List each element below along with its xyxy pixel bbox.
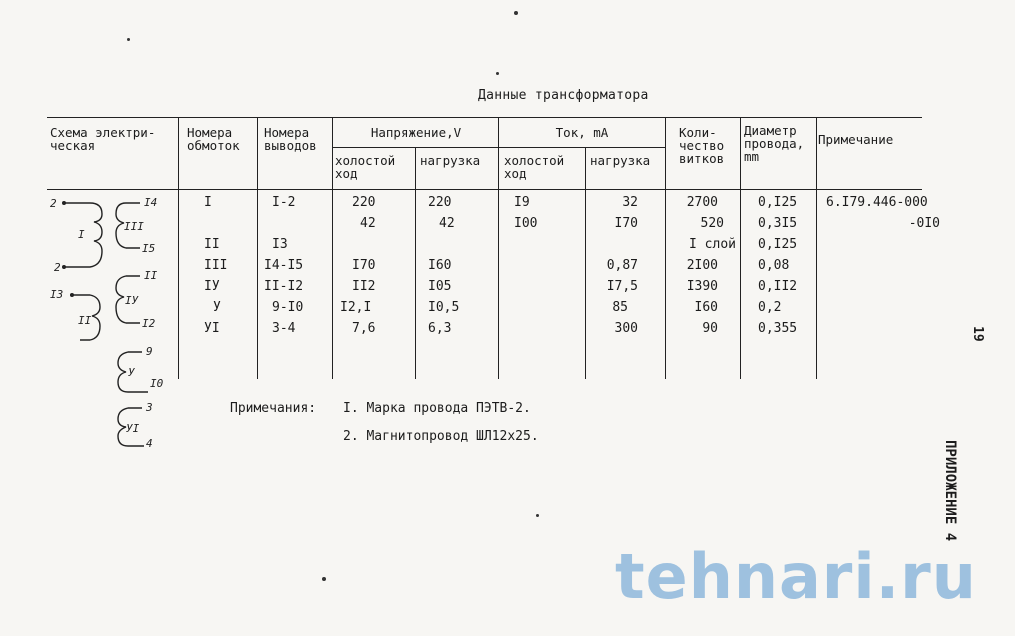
table-cell: I3	[272, 237, 288, 252]
header-voltage: Напряжение,V	[370, 125, 462, 140]
table-cell: 0,08	[758, 258, 790, 273]
table-cell: 2I00	[686, 258, 718, 273]
appendix-label: ПРИЛОЖЕНИЕ 4	[942, 440, 958, 542]
table-cell: III	[204, 258, 228, 273]
scheme-label: 2	[50, 197, 57, 210]
table-cell: 42	[439, 216, 455, 231]
table-cell: II-I2	[264, 279, 304, 294]
header-windings: Номера обмоток	[187, 125, 240, 153]
table-cell: I60	[428, 258, 452, 273]
table-cell: 220	[352, 195, 376, 210]
scheme-winding-label: У	[128, 366, 135, 379]
scheme-label: I3	[50, 288, 64, 301]
scheme-winding-label: II	[78, 314, 92, 327]
scheme-label: 2	[54, 261, 61, 274]
scan-speck	[322, 577, 326, 581]
table-cell: У	[213, 300, 221, 315]
table-cell: I60	[694, 300, 718, 315]
scan-speck	[536, 514, 539, 517]
header-voltage-idle: холостой ход	[335, 153, 396, 181]
table-cell: II2	[352, 279, 376, 294]
col-rule-7	[665, 117, 666, 379]
table-cell: I390	[686, 279, 718, 294]
table-cell: 0,87	[606, 258, 638, 273]
table-cell: 90	[702, 321, 718, 336]
table-cell: I4-I5	[264, 258, 304, 273]
table-cell: I9	[514, 195, 530, 210]
scheme-label: 3	[146, 401, 153, 414]
table-cell: 0,2	[758, 300, 782, 315]
table-cell: I	[204, 195, 212, 210]
table-cell: I70	[614, 216, 638, 231]
table-cell: I05	[428, 279, 452, 294]
col-rule-3	[332, 117, 333, 379]
table-cell: 9-I0	[272, 300, 304, 315]
table-cell: I2,I	[340, 300, 372, 315]
table-cell: 0,355	[758, 321, 798, 336]
table-cell: 2700	[686, 195, 718, 210]
table-cell: I70	[352, 258, 376, 273]
table-cell: I слой	[689, 237, 736, 252]
table-cell: 0,3I5	[758, 216, 798, 231]
table-cell: 42	[360, 216, 376, 231]
page-number: 19	[970, 326, 985, 342]
header-current: Ток, mA	[555, 125, 609, 140]
col-rule-2	[257, 117, 258, 379]
table-cell: УI	[204, 321, 220, 336]
table-cell: 0,I25	[758, 237, 798, 252]
header-current-idle: холостой ход	[504, 153, 565, 181]
terminal-dot	[70, 293, 74, 297]
table-cell: 0,II2	[758, 279, 798, 294]
notes-label: Примечания:	[230, 401, 317, 416]
table-cell: IУ	[204, 279, 220, 294]
table-cell: 3-4	[272, 321, 296, 336]
scheme-label: 9	[146, 345, 153, 358]
note-item: 2. Магнитопровод ШЛ12х25.	[343, 429, 539, 444]
header-turns: Коли-чество витков	[679, 125, 725, 166]
header-current-load: нагрузка	[590, 153, 651, 168]
scheme-winding-label: IУ	[125, 294, 139, 307]
transformer-schematic	[50, 190, 180, 460]
col-rule-5	[498, 117, 499, 379]
col-rule-4	[415, 147, 416, 379]
table-cell: 520	[700, 216, 724, 231]
scheme-label: I0	[150, 377, 164, 390]
table-cell: 6.I79.446-000	[826, 195, 928, 210]
scheme-winding-label: УI	[126, 422, 140, 435]
col-rule-9	[816, 117, 817, 379]
table-cell: I00	[514, 216, 538, 231]
header-remarks: Примечание	[818, 132, 894, 147]
header-voltage-load: нагрузка	[420, 153, 481, 168]
scheme-label: I5	[142, 242, 156, 255]
table-cell: II	[204, 237, 220, 252]
scheme-winding-label: I	[78, 228, 85, 241]
col-rule-8	[740, 117, 741, 379]
scheme-winding-label: III	[124, 220, 144, 233]
scan-speck	[127, 38, 130, 41]
scan-speck	[514, 11, 518, 15]
table-cell: 6,3	[428, 321, 452, 336]
watermark: tehnari.ru	[615, 540, 977, 613]
table-title: Данные трансформатора	[478, 88, 649, 103]
scan-speck	[496, 72, 499, 75]
header-terminals: Номера выводов	[264, 125, 317, 153]
table-cell: -0I0	[908, 216, 940, 231]
header-scheme: Схема электри-ческая	[50, 125, 156, 153]
note-item: I. Марка провода ПЭТВ-2.	[343, 401, 531, 416]
table-cell: 0,I25	[758, 195, 798, 210]
scheme-label: I2	[142, 317, 156, 330]
table-cell: I-2	[272, 195, 296, 210]
scheme-label: II	[144, 269, 158, 282]
header-diameter: Диаметр провода, mm	[744, 123, 805, 164]
scheme-label: 4	[146, 437, 153, 450]
terminal-dot	[62, 201, 66, 205]
table-cell: 85	[612, 300, 628, 315]
scheme-label: I4	[144, 196, 158, 209]
table-cell: 220	[428, 195, 452, 210]
table-cell: 300	[614, 321, 638, 336]
table-cell: I0,5	[428, 300, 460, 315]
table-cell: 7,6	[352, 321, 376, 336]
terminal-dot	[62, 265, 66, 269]
table-cell: 32	[622, 195, 638, 210]
table-cell: I7,5	[606, 279, 638, 294]
